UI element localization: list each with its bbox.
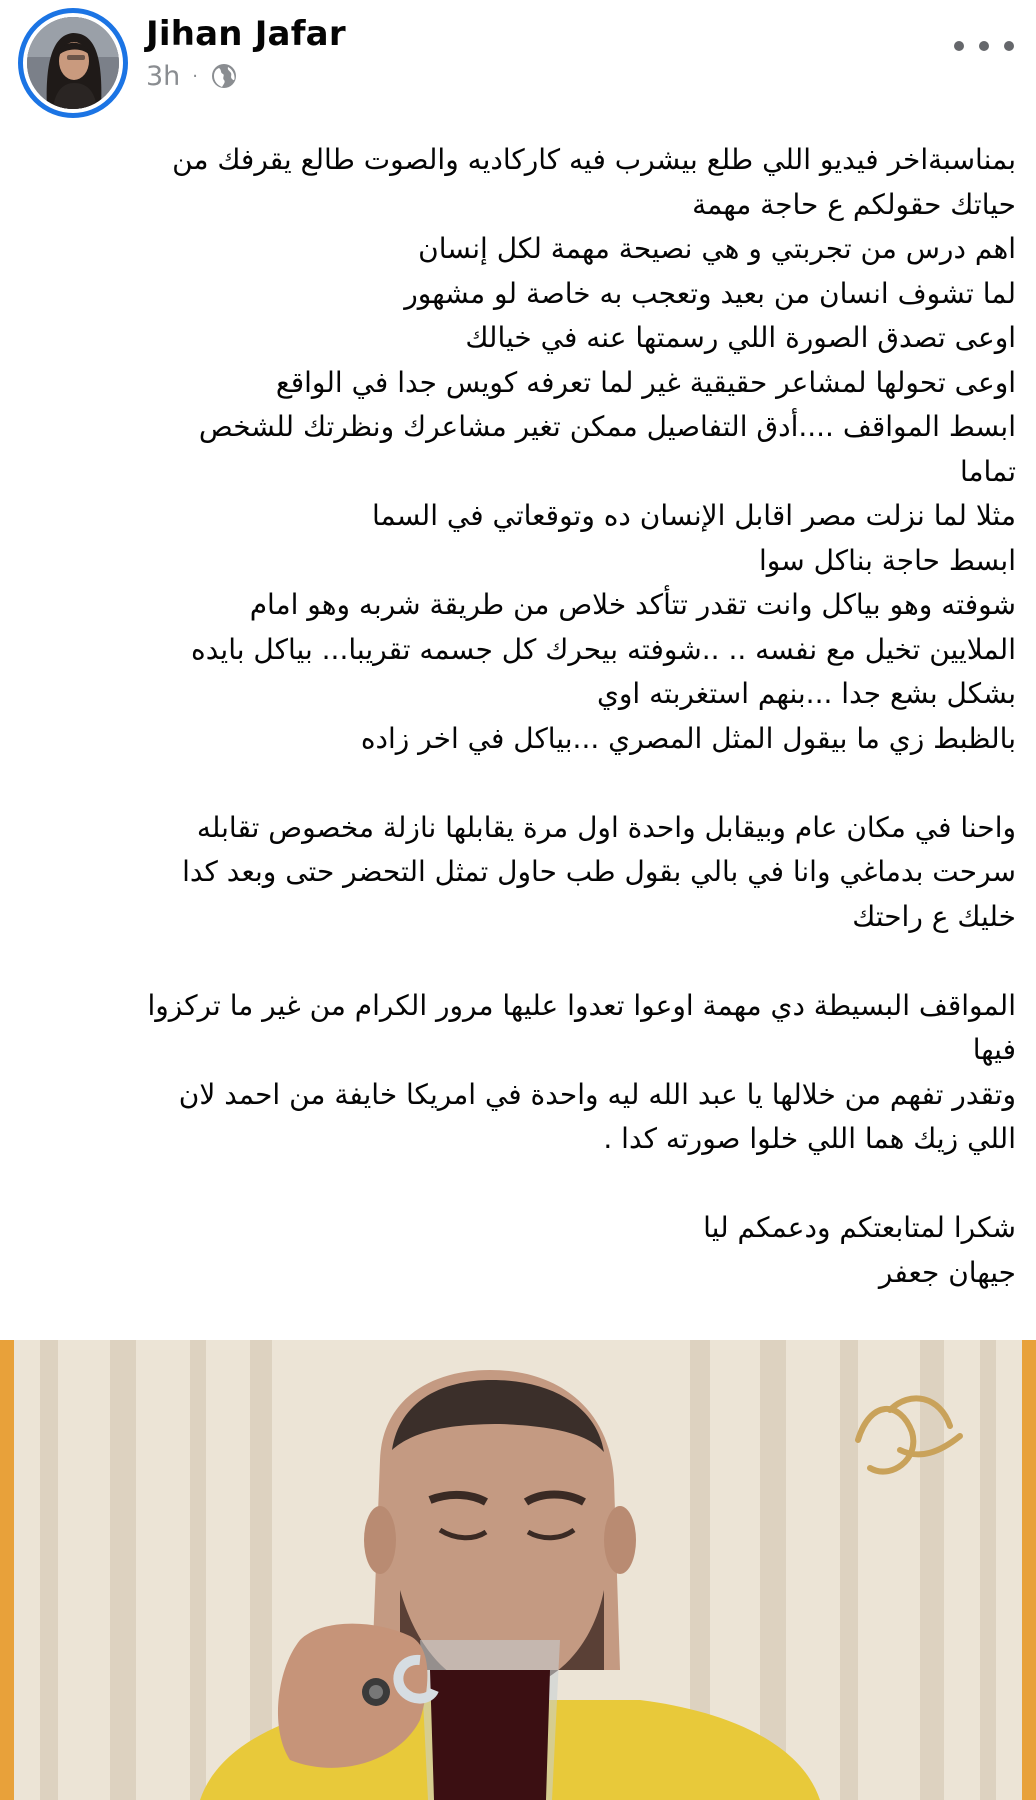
post-text-line: المواقف البسيطة دي مهمة اوعوا تعدوا عليها مرور الكرام من غير ما تركزوا: [147, 988, 1016, 1022]
globe-icon[interactable]: [210, 62, 238, 90]
post-meta: [146, 58, 238, 94]
more-dot: [954, 41, 964, 51]
post-text-line: ابسط حاجة بناكل سوا: [758, 543, 1016, 577]
post-time[interactable]: 3h: [146, 60, 181, 92]
post-text-line: بشكل بشع جدا ...بنهم استغربته اوي: [596, 677, 1016, 710]
author-name[interactable]: Jihan Jafar: [146, 14, 346, 54]
video-still: [0, 1340, 1036, 1800]
avatar-photo: [27, 17, 119, 109]
post-text-line: وتقدر تفهم من خلالها يا عبد الله ليه واحدة في امريكا خايفة من احمد لان: [178, 1077, 1016, 1111]
more-dot: [1004, 41, 1014, 51]
post-text-line: تماما: [959, 454, 1016, 488]
post-text-line: شوفته وهو بياكل وانت تقدر تتأكد خلاص من طريقة شربه وهو امام: [249, 588, 1016, 621]
paragraph-break: [28, 939, 1016, 984]
post-text-line: خليك ع راحتك: [852, 899, 1016, 933]
post-text-line: فيها: [972, 1033, 1016, 1066]
post-text-line: واحنا في مكان عام وبيقابل واحدة اول مرة يقابلها نازلة مخصوص تقابله: [196, 810, 1016, 844]
avatar[interactable]: [27, 17, 119, 109]
post-text-line: اوعى تحولها لمشاعر حقيقية غير لما تعرفه كويس جدا في الواقع: [275, 365, 1016, 399]
post-text-line: بالظبط زي ما بيقول المثل المصري ...بياكل في اخر زاده: [360, 721, 1016, 755]
post-header: [0, 0, 1036, 130]
post-text-line: اوعى تصدق الصورة اللي رسمتها عنه في خيالك: [465, 321, 1016, 354]
post-text-line: لما تشوف انسان من بعيد وتعجب به خاصة لو مشهور: [404, 276, 1016, 310]
paragraph-break: [28, 761, 1016, 806]
post-text-line: شكرا لمتابعتكم ودعمكم ليا: [703, 1211, 1016, 1244]
post-text-line: ابسط المواقف ....أدق التفاصيل ممكن تغير مشاعرك ونظرتك للشخص: [198, 410, 1016, 443]
post-text-line: الملايين تخيل مع نفسه .. ..شوفته بيحرك كل جسمه تقريبا... بياكل بايده: [191, 632, 1016, 666]
post-text-line: مثلا لما نزلت مصر اقابل الإنسان ده وتوقعاتي في السما: [371, 499, 1016, 532]
post-text-line: حياتك حقولكم ع حاجة مهمة: [692, 187, 1016, 221]
post-text-line: سرحت بدماغي وانا في بالي بقول طب حاول تمثل التحضر حتى وبعد كدا: [182, 855, 1016, 888]
more-dot: [979, 41, 989, 51]
post-text-line: اللي زيك هما اللي خلوا صورته كدا .: [603, 1122, 1016, 1155]
profile-avatar-ring[interactable]: [18, 8, 128, 118]
post-body-text: [28, 138, 1016, 1295]
post-text-line: اهم درس من تجربتي و هي نصيحة مهمة لكل إنسان: [418, 232, 1016, 265]
post-text-line: بمناسبةاخر فيديو اللي طلع بيشرب فيه كاركاديه والصوت طالع يقرفك من: [172, 143, 1016, 176]
paragraph-break: [28, 1162, 1016, 1207]
post-text-line: جيهان جعفر: [878, 1255, 1016, 1289]
post-video-thumbnail[interactable]: [0, 1340, 1036, 1800]
more-options-icon[interactable]: [954, 26, 1014, 66]
meta-separator: ·: [192, 65, 199, 87]
